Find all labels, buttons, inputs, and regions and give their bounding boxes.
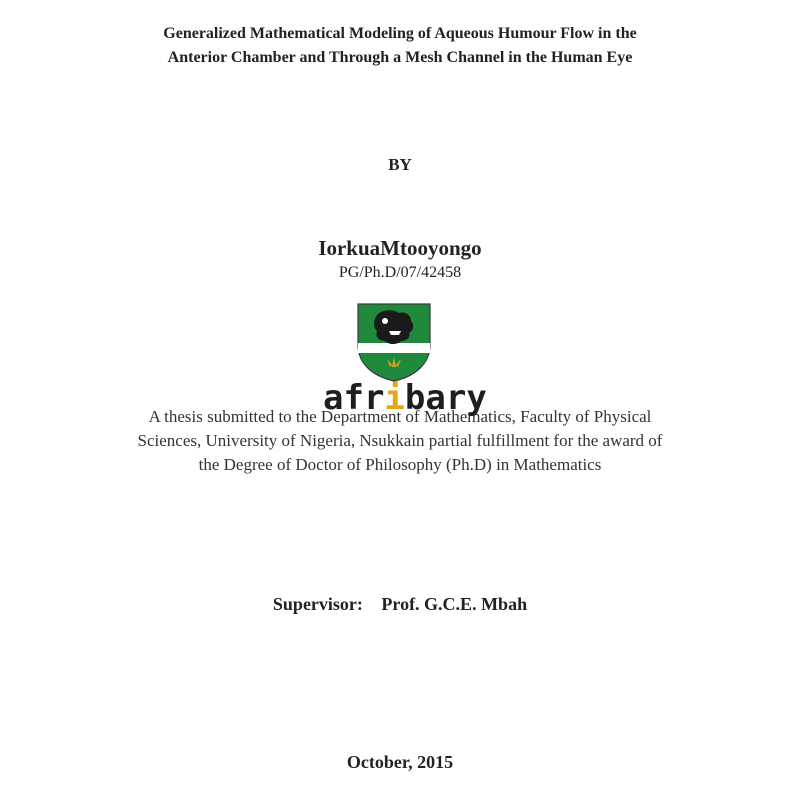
thesis-title-line-1: Generalized Mathematical Modeling of Aqueous Humour Flow in the bbox=[163, 25, 637, 42]
thesis-title bbox=[0, 22, 800, 70]
afribary-watermark: afribary bbox=[323, 378, 487, 418]
submission-date: October, 2015 bbox=[346, 752, 454, 772]
by-label: BY bbox=[388, 155, 412, 174]
description-line-1: A thesis submitted to the Department of Mathematics, Faculty of Physical bbox=[148, 407, 652, 426]
author-name: IorkuaMtooyongo bbox=[318, 236, 482, 260]
supervisor-name: Prof. G.C.E. Mbah bbox=[381, 594, 528, 614]
supervisor-label: Supervisor: bbox=[272, 594, 363, 614]
description-line-2: Sciences, University of Nigeria, Nsukkain partial fulfillment for the award of bbox=[137, 431, 663, 450]
university-crest-icon bbox=[355, 301, 433, 383]
registration-number: PG/Ph.D/07/42458 bbox=[338, 264, 462, 281]
description-line-3: the Degree of Doctor of Philosophy (Ph.D) in Mathematics bbox=[198, 455, 602, 474]
thesis-title-line-2: Anterior Chamber and Through a Mesh Channel in the Human Eye bbox=[167, 49, 633, 66]
supervisor-line bbox=[0, 594, 800, 615]
